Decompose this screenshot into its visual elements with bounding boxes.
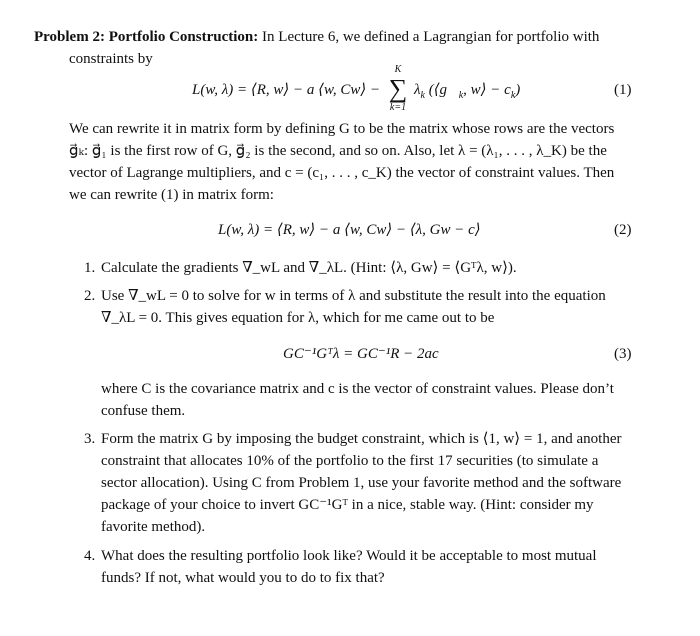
equation-1	[192, 79, 380, 101]
problem-heading: Problem 2: Portfolio Construction:	[34, 29, 259, 45]
summation-lower-limit: k=1	[389, 102, 407, 113]
equation-1-lhs: L(w, λ) = ⟨R, w⟩ − a ⟨w, Cw⟩ −	[192, 82, 381, 98]
list-item-3-line-1: Form the matrix G by imposing the budget constraint, which is ⟨1, w⟩ = 1, and another	[101, 431, 622, 447]
list-item-3-line-5: favorite method).	[101, 519, 206, 535]
list-item-4-line-1: What does the resulting portfolio look like? Would it be acceptable to most mutual	[101, 548, 597, 564]
list-item-number: 2.	[84, 288, 96, 304]
list-item-2-after-line-2: confuse them.	[101, 403, 186, 419]
list-item-2-after-line-1: where C is the covariance matrix and c is the vector of constraint values. Please don’t	[101, 381, 614, 397]
equation-1-number: (1)	[614, 82, 632, 98]
lambda-symbol: λ	[414, 82, 421, 98]
list-item-1-line-1: Calculate the gradients ∇_wL and ∇_λL. (Hint: ⟨λ, Gw⟩ = ⟨Gᵀλ, w⟩).	[101, 260, 517, 276]
paragraph-1-line-3: vector of Lagrange multipliers, and c = (c₁, . . . , c_K) the vector of constraint values. Then	[69, 165, 615, 181]
list-item-4-line-2: funds? If not, what would you to do to fix that?	[101, 570, 385, 586]
c-subscript: k	[510, 90, 516, 101]
list-item-number: 3.	[84, 431, 96, 447]
list-item-2-line-1: Use ∇_wL = 0 to solve for w in terms of λ and substitute the result into the equation	[101, 288, 606, 304]
list-item-3-line-3: sector allocation). Using C from Problem 1, use your favorite method and the software	[101, 475, 622, 491]
equation-3-number: (3)	[614, 346, 632, 362]
summation-upper-limit: K	[394, 64, 402, 75]
list-item-number: 1.	[84, 260, 96, 276]
problem-intro-line-1	[34, 26, 599, 48]
list-item-3-line-4: package of your choice to invert GC⁻¹Gᵀ in a nice, stable way. (Hint: consider my	[101, 497, 594, 513]
list-item-3-line-2: constraint that allocates 10% of the portfolio to the first 17 securities (to simulate a	[101, 453, 599, 469]
constraint-term: , w⟩ − c	[463, 82, 511, 98]
equation-1-rhs	[414, 79, 520, 107]
lambda-subscript: k	[420, 90, 425, 101]
list-item-number: 4.	[84, 548, 96, 564]
close-paren: )	[515, 82, 521, 98]
paragraph-1-line-2: g⃗ₖ: g⃗₁ is the first row of G, g⃗₂ is the second, and so on. Also, let λ = (λ₁, . . . , λ_K) be the	[69, 143, 607, 159]
summation-symbol	[383, 64, 413, 114]
paragraph-1-line-4: we can rewrite (1) in matrix form:	[69, 187, 274, 203]
list-item-2-line-2: ∇_λL = 0. This gives equation for λ, which for me came out to be	[101, 310, 495, 326]
equation-2-number: (2)	[614, 222, 632, 238]
problem-intro-line-2: constraints by	[69, 51, 153, 67]
equation-3: GC⁻¹Gᵀλ = GC⁻¹R − 2ac	[283, 346, 439, 362]
problem-intro-rest: In Lecture 6, we defined a Lagrangian for portfolio with	[258, 29, 600, 45]
g-subscript: k	[458, 90, 464, 101]
paragraph-1-line-1: We can rewrite it in matrix form by defining G to be the matrix whose rows are the vectors	[69, 121, 615, 137]
summation-sigma: ∑	[388, 74, 408, 103]
equation-2: L(w, λ) = ⟨R, w⟩ − a ⟨w, Cw⟩ − ⟨λ, Gw − c⟩	[218, 222, 481, 238]
g-vector: (⟨g⃗	[424, 82, 459, 98]
